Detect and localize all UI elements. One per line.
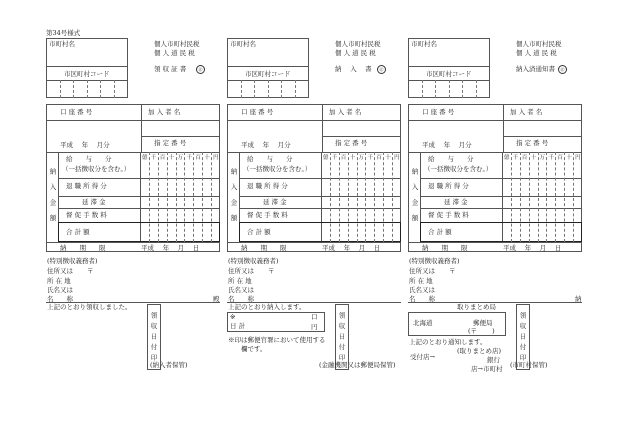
- payment-keep-note: (金融機関又は郵便局保管): [319, 361, 396, 369]
- digit-divider: [339, 152, 340, 242]
- tax-name-municipal: 個人市町村民税: [335, 40, 381, 48]
- rule: [322, 104, 323, 152]
- period-label: 平成 年 月分: [60, 141, 110, 149]
- digit-header-5: 千: [367, 155, 373, 161]
- digit-header-3: 十: [349, 155, 356, 161]
- digit-divider: [383, 152, 384, 242]
- tax-name-municipal: 個人市町村民税: [154, 40, 200, 48]
- retirement-row-label: 退 職 所 得 分: [428, 182, 469, 190]
- total-row-highlight: [58, 222, 220, 242]
- digit-divider: [546, 152, 547, 242]
- document-title: 納入済通知書: [516, 65, 555, 73]
- tax-name-prefectural: 個 人 道 民 税: [154, 49, 195, 57]
- shop-to-muni-label: 店→市町村: [471, 365, 503, 373]
- payment-amount-side-label: 納入金額: [410, 168, 419, 230]
- digit-header-7: 十: [566, 155, 572, 161]
- digit-divider: [520, 152, 521, 242]
- tax-name-prefectural: 個 人 道 民 税: [516, 49, 557, 57]
- salary-row-sub: （一括徴収分を含む。）: [424, 165, 493, 173]
- document-title: 領 収 証 書: [154, 65, 187, 73]
- municipality-code-label: 市区町村コード: [64, 70, 110, 78]
- rule: [58, 196, 220, 197]
- digit-divider: [564, 152, 565, 242]
- deadline-value: 平成 年 月 日: [503, 244, 562, 252]
- designated-number-label: 指 定 番 号: [154, 139, 187, 147]
- recipient-suffix: 殿: [213, 295, 220, 303]
- digit-divider: [114, 80, 115, 98]
- digit-divider: [202, 152, 203, 242]
- municipality-label: 市町村名: [411, 40, 437, 48]
- digit-header-1: 千: [331, 155, 338, 161]
- post-office-label: 郵便局: [473, 319, 493, 327]
- salary-row-sub: （一括徴収分を含む。）: [243, 165, 312, 173]
- account-number-label: 口 座 番 号: [422, 108, 455, 116]
- name-label: 氏名又は: [47, 286, 73, 294]
- digit-divider: [295, 80, 296, 98]
- designated-number-label: 指 定 番 号: [516, 139, 549, 147]
- yen-unit: 円: [311, 323, 318, 331]
- digit-header-4: 万: [177, 155, 184, 161]
- rule: [227, 66, 309, 67]
- late-fee-row-label: 延 滞 金: [82, 198, 106, 206]
- digit-divider: [435, 80, 436, 98]
- rule: [46, 120, 220, 121]
- rule: [227, 242, 401, 243]
- reminder-fee-row-label: 督 促 手 数 料: [66, 211, 107, 219]
- postal-mark: 〒: [449, 267, 456, 275]
- obligor-heading: (特別徴収義務者): [409, 257, 460, 265]
- total-row-highlight: [239, 222, 401, 242]
- notice-keep-note: (市町村保管): [510, 361, 548, 369]
- digit-divider: [449, 80, 450, 98]
- rule: [239, 208, 401, 209]
- late-fee-row-label: 延 滞 金: [263, 198, 287, 206]
- municipality-code-label: 市区町村コード: [426, 70, 472, 78]
- digit-divider: [462, 80, 463, 98]
- tax-name-prefectural: 個 人 道 民 税: [335, 49, 376, 57]
- digit-header-5: 千: [186, 155, 192, 161]
- address-label: 住所又は: [47, 267, 73, 275]
- digit-divider: [422, 80, 423, 98]
- digit-header-0: 億: [142, 155, 148, 161]
- rule: [141, 136, 220, 137]
- digit-divider: [281, 80, 282, 98]
- total-row-label: 合 計 額: [247, 228, 271, 236]
- digit-header-6: 百: [557, 155, 563, 161]
- document-title: 納 入 書: [335, 65, 372, 73]
- digit-divider: [60, 80, 61, 98]
- digit-header-4: 万: [358, 155, 365, 161]
- post-office-mark: (〒 ): [468, 327, 495, 335]
- name-label: 氏名又は: [228, 286, 254, 294]
- digit-header-2: 百: [159, 155, 166, 161]
- name-label-2: 名 称: [409, 295, 435, 303]
- digit-divider: [193, 152, 194, 242]
- collect-office-label: 取りまとめ局: [457, 303, 496, 311]
- digit-header-4: 万: [539, 155, 546, 161]
- subscriber-name-label: 加 入 者 名: [329, 108, 362, 116]
- account-number-label: 口 座 番 号: [60, 108, 93, 116]
- digit-divider: [241, 80, 242, 98]
- rule: [46, 242, 220, 243]
- rule: [420, 196, 582, 197]
- total-row-highlight: [420, 222, 582, 242]
- reminder-fee-row-label: 督 促 手 数 料: [428, 211, 469, 219]
- payment-note: 上記のとおり納入します。: [228, 303, 306, 311]
- rule: [408, 120, 582, 121]
- period-label: 平成 年 月分: [241, 141, 291, 149]
- digit-divider: [149, 152, 150, 242]
- bank-label: 銀行: [487, 356, 500, 364]
- retirement-row-label: 退 職 所 得 分: [247, 182, 288, 190]
- count-unit: 口: [311, 313, 318, 321]
- address-label: 住所又は: [228, 267, 254, 275]
- reminder-fee-row-label: 督 促 手 数 料: [247, 211, 288, 219]
- rule: [322, 136, 401, 137]
- digit-divider: [374, 152, 375, 242]
- digit-header-8: 円: [575, 155, 581, 161]
- address-label: 住所又は: [409, 267, 435, 275]
- rule: [239, 178, 401, 179]
- circled-mark-icon: ㊟: [377, 65, 386, 74]
- digit-divider: [176, 152, 177, 242]
- digit-divider: [476, 80, 477, 98]
- obligor-heading: (特別徴収義務者): [228, 257, 279, 265]
- hokkaido-label: 北海道: [413, 319, 433, 327]
- salary-row-label: 給 与 分: [66, 155, 112, 163]
- notify-note: 上記のとおり通知します。: [409, 338, 487, 346]
- name-label-2: 名 称: [228, 295, 254, 303]
- salary-row-label: 給 与 分: [247, 155, 293, 163]
- digit-divider: [211, 152, 212, 242]
- digit-divider: [158, 152, 159, 242]
- rule: [46, 66, 128, 67]
- location-label: 所 在 地: [47, 277, 71, 285]
- digit-divider: [365, 152, 366, 242]
- receiver-label: 受付店→: [410, 353, 435, 361]
- digit-divider: [538, 152, 539, 242]
- tax-name-municipal: 個人市町村民税: [516, 40, 562, 48]
- location-label: 所 在 地: [409, 277, 433, 285]
- period-label: 平成 年 月分: [422, 141, 472, 149]
- notice-suffix: 納: [575, 295, 582, 303]
- payment-amount-side-label: 納入金額: [229, 168, 238, 230]
- deadline-value: 平成 年 月 日: [322, 244, 381, 252]
- late-fee-row-label: 延 滞 金: [444, 198, 468, 206]
- digit-divider: [511, 152, 512, 242]
- collect-shop-label: (取りまとめ店): [457, 347, 502, 355]
- digit-divider: [268, 80, 269, 98]
- rule: [420, 208, 582, 209]
- rule: [408, 242, 582, 243]
- postal-mark: 〒: [268, 267, 275, 275]
- subscriber-name-label: 加 入 者 名: [148, 108, 181, 116]
- receipt-stamp-label: 領収日付印: [149, 312, 158, 365]
- rule: [58, 178, 220, 179]
- postal-use-note-2: 欄です。: [241, 345, 267, 353]
- digit-header-8: 円: [213, 155, 219, 161]
- digit-header-1: 千: [150, 155, 157, 161]
- digit-header-7: 十: [204, 155, 210, 161]
- rule: [227, 120, 401, 121]
- circled-mark-icon: ㊟: [558, 65, 567, 74]
- digit-header-1: 千: [512, 155, 519, 161]
- obligor-heading: (特別徴収義務者): [47, 257, 98, 265]
- deadline-value: 平成 年 月 日: [141, 244, 200, 252]
- digit-divider: [357, 152, 358, 242]
- deadline-label: 納 期 限: [60, 244, 106, 252]
- digit-divider: [529, 152, 530, 242]
- subscriber-name-label: 加 入 者 名: [510, 108, 543, 116]
- total-row-label: 合 計 額: [428, 228, 452, 236]
- digit-header-2: 百: [340, 155, 347, 161]
- salary-row-label: 給 与 分: [428, 155, 474, 163]
- municipality-label: 市町村名: [230, 40, 256, 48]
- rule: [141, 104, 142, 152]
- receipt-note: 上記のとおり領収しました。: [47, 303, 132, 311]
- payment-stamp-label: 領収日付印: [337, 312, 346, 365]
- notice-stamp-label: 領収日付印: [518, 312, 527, 365]
- rule: [408, 66, 490, 67]
- name-label-2: 名 称: [47, 295, 73, 303]
- receipt-keep-note: (納入者保管): [150, 361, 188, 369]
- digit-divider: [184, 152, 185, 242]
- digit-divider: [392, 152, 393, 242]
- form-number: 第34号様式: [46, 29, 81, 37]
- digit-header-8: 円: [394, 155, 400, 161]
- digit-divider: [573, 152, 574, 242]
- digit-header-7: 十: [385, 155, 391, 161]
- municipality-label: 市町村名: [49, 40, 75, 48]
- digit-divider: [254, 80, 255, 98]
- digit-header-5: 千: [548, 155, 554, 161]
- postal-use-note-1: ※印は郵便官署において使用する: [228, 336, 326, 344]
- total-row-label: 合 計 額: [66, 228, 90, 236]
- postal-mark: 〒: [87, 267, 94, 275]
- digit-divider: [330, 152, 331, 242]
- municipality-code-label: 市区町村コード: [245, 70, 291, 78]
- rule: [58, 208, 220, 209]
- digit-header-0: 億: [504, 155, 510, 161]
- digit-divider: [348, 152, 349, 242]
- rule: [503, 136, 582, 137]
- digit-divider: [100, 80, 101, 98]
- digit-header-0: 億: [323, 155, 329, 161]
- deadline-label: 納 期 限: [241, 244, 287, 252]
- deadline-label: 納 期 限: [422, 244, 468, 252]
- salary-row-sub: （一括徴収分を含む。）: [62, 165, 131, 173]
- digit-divider: [555, 152, 556, 242]
- digit-header-2: 百: [521, 155, 528, 161]
- digit-divider: [73, 80, 74, 98]
- designated-number-label: 指 定 番 号: [335, 139, 368, 147]
- circled-mark-icon: ㊟: [196, 65, 205, 74]
- account-number-label: 口 座 番 号: [241, 108, 274, 116]
- rule: [420, 178, 582, 179]
- payment-amount-side-label: 納入金額: [48, 168, 57, 230]
- digit-header-6: 百: [195, 155, 201, 161]
- notice-mark: ※: [230, 313, 236, 321]
- location-label: 所 在 地: [228, 277, 252, 285]
- digit-header-3: 十: [530, 155, 537, 161]
- name-label: 氏名又は: [409, 286, 435, 294]
- digit-divider: [167, 152, 168, 242]
- digit-divider: [87, 80, 88, 98]
- digit-header-3: 十: [168, 155, 175, 161]
- rule: [503, 104, 504, 152]
- rule: [239, 196, 401, 197]
- digit-header-6: 百: [376, 155, 382, 161]
- date-tally-label: 日 計: [230, 322, 246, 330]
- retirement-row-label: 退 職 所 得 分: [66, 182, 107, 190]
